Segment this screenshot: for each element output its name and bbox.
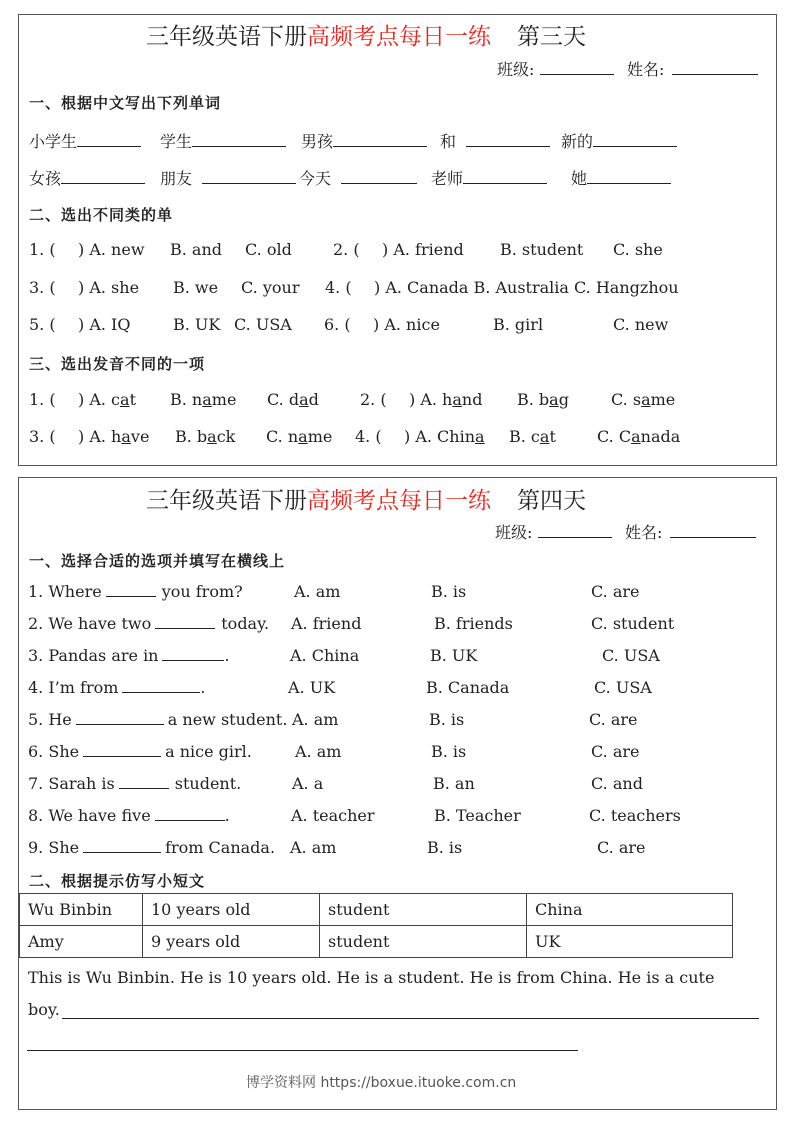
option-c[interactable]: C. are xyxy=(591,742,640,761)
example-text-end: boy. xyxy=(28,1000,60,1019)
example-text: This is Wu Binbin. He is 10 years old. He is a student. He is from China. He is a cute xyxy=(28,968,715,987)
day4-title-highlight: 高频考点每日一练 xyxy=(307,488,491,514)
option-c[interactable]: C. student xyxy=(591,614,675,633)
option-a[interactable]: A. teacher xyxy=(291,806,375,825)
option-a[interactable]: ) A. she xyxy=(78,278,140,297)
question-number: 3. ( xyxy=(29,427,56,446)
fill-question[interactable]: 2. We have two today. xyxy=(28,614,270,633)
question-number: 4. ( xyxy=(355,427,382,446)
fill-question[interactable]: 3. Pandas are in . xyxy=(28,646,230,665)
day3-title xyxy=(146,18,586,51)
option-a[interactable]: ) A. new xyxy=(78,240,145,259)
day4-section1-title: 一、选择合适的选项并填写在横线上 xyxy=(29,552,286,570)
option-c[interactable]: C. USA xyxy=(602,646,660,665)
day3-class-field[interactable] xyxy=(497,57,614,80)
option-c[interactable]: C. and xyxy=(591,774,643,793)
table-cell: 10 years old xyxy=(143,894,320,926)
question-number: 2. ( xyxy=(333,240,360,259)
table-cell: Amy xyxy=(20,926,143,958)
option-a[interactable]: A. UK xyxy=(288,678,336,697)
vocab-item[interactable]: 老师 xyxy=(431,166,547,189)
option-b[interactable]: B. is xyxy=(427,838,463,857)
option-a[interactable]: A. am xyxy=(295,742,342,761)
day3-section1-title: 一、根据中文写出下列单词 xyxy=(29,94,222,112)
option-b[interactable]: B. an xyxy=(433,774,475,793)
option-b[interactable]: B. and xyxy=(170,240,223,259)
option-b[interactable]: B. UK xyxy=(430,646,478,665)
day3-section2-title: 二、选出不同类的单 xyxy=(29,206,174,224)
info-table xyxy=(19,893,733,958)
option-c[interactable]: C. same xyxy=(611,390,676,409)
vocab-item[interactable]: 男孩 xyxy=(301,129,427,152)
vocab-item[interactable]: 女孩 xyxy=(29,166,145,189)
option-b[interactable]: B. is xyxy=(429,710,465,729)
question-number: 5. ( xyxy=(29,315,56,334)
vocab-item[interactable]: 朋友 xyxy=(160,166,296,189)
day4-panel xyxy=(18,477,777,1110)
option-c[interactable]: C. Hangzhou xyxy=(574,278,679,297)
table-cell: China xyxy=(527,894,733,926)
option-b[interactable]: B. Canada xyxy=(426,678,510,697)
option-b[interactable]: B. is xyxy=(431,582,467,601)
option-c[interactable]: C. USA xyxy=(234,315,292,334)
fill-question[interactable]: 5. He a new student. xyxy=(28,710,288,729)
option-c[interactable]: C. USA xyxy=(594,678,652,697)
option-b[interactable]: B. cat xyxy=(509,427,556,446)
day4-class-field[interactable] xyxy=(495,520,612,543)
option-a[interactable]: ) A. hand xyxy=(409,390,483,409)
option-b[interactable]: B. Teacher xyxy=(434,806,521,825)
vocab-item[interactable]: 学生 xyxy=(160,129,286,152)
day3-title-highlight: 高频考点每日一练 xyxy=(307,24,491,50)
fill-question[interactable]: 8. We have five . xyxy=(28,806,230,825)
name-label: 姓名: xyxy=(625,523,663,542)
option-b[interactable]: B. is xyxy=(431,742,467,761)
option-c[interactable]: C. Canada xyxy=(597,427,681,446)
option-c[interactable]: C. are xyxy=(591,582,640,601)
class-label: 班级: xyxy=(495,523,533,542)
option-c[interactable]: C. dad xyxy=(267,390,319,409)
option-b[interactable]: B. we xyxy=(173,278,219,297)
option-c[interactable]: C. teachers xyxy=(589,806,681,825)
table-cell: student xyxy=(320,926,527,958)
table-cell: UK xyxy=(527,926,733,958)
option-a[interactable]: ) A. Canada B. Australia xyxy=(374,278,569,297)
option-a[interactable]: ) A. friend xyxy=(382,240,464,259)
table-cell: student xyxy=(320,894,527,926)
option-c[interactable]: C. she xyxy=(613,240,663,259)
option-a[interactable]: ) A. cat xyxy=(78,390,136,409)
table-row xyxy=(20,926,733,958)
fill-question[interactable]: 7. Sarah is student. xyxy=(28,774,242,793)
question-number: 3. ( xyxy=(29,278,56,297)
option-a[interactable]: ) A. IQ xyxy=(78,315,131,334)
vocab-item[interactable]: 今天 xyxy=(299,166,417,189)
vocab-item[interactable]: 和 xyxy=(440,129,550,152)
day3-title-day: 第三天 xyxy=(517,24,586,50)
option-c[interactable]: C. old xyxy=(245,240,292,259)
day4-name-field[interactable] xyxy=(625,520,756,543)
fill-question[interactable]: 9. She from Canada. xyxy=(28,838,276,857)
option-c[interactable]: C. your xyxy=(241,278,300,297)
option-c[interactable]: C. name xyxy=(266,427,333,446)
day4-title-main: 三年级英语下册 xyxy=(146,488,307,514)
question-number: 4. ( xyxy=(325,278,352,297)
option-b[interactable]: B. bag xyxy=(517,390,569,409)
vocab-item[interactable]: 她 xyxy=(571,166,671,189)
option-b[interactable]: B. back xyxy=(175,427,236,446)
writing-line[interactable] xyxy=(62,1018,759,1019)
option-a[interactable]: A. am xyxy=(294,582,341,601)
option-a[interactable]: ) A. have xyxy=(78,427,150,446)
writing-line[interactable] xyxy=(27,1050,578,1051)
footer-watermark: 博学资料网 https://boxue.ituoke.com.cn xyxy=(246,1075,517,1091)
table-cell: 9 years old xyxy=(143,926,320,958)
option-b[interactable]: B. UK xyxy=(173,315,221,334)
option-a[interactable]: A. am xyxy=(290,838,337,857)
fill-question[interactable]: 6. She a nice girl. xyxy=(28,742,252,761)
option-c[interactable]: C. are xyxy=(589,710,638,729)
class-label: 班级: xyxy=(497,60,535,79)
question-number: 6. ( xyxy=(324,315,351,334)
name-label: 姓名: xyxy=(627,60,665,79)
day3-name-field[interactable] xyxy=(627,57,758,80)
option-b[interactable]: B. name xyxy=(170,390,237,409)
question-number: 1. ( xyxy=(29,390,56,409)
question-number: 1. ( xyxy=(29,240,56,259)
table-cell: Wu Binbin xyxy=(20,894,143,926)
day4-title xyxy=(146,482,586,515)
day3-title-main: 三年级英语下册 xyxy=(146,24,307,50)
option-a[interactable]: A. China xyxy=(290,646,360,665)
vocab-item[interactable]: 小学生 xyxy=(29,129,141,152)
option-a[interactable]: A. a xyxy=(292,774,324,793)
day3-section3-title: 三、选出发音不同的一项 xyxy=(29,355,206,373)
option-b[interactable]: B. girl xyxy=(493,315,544,334)
option-a[interactable]: A. am xyxy=(292,710,339,729)
option-a[interactable]: ) A. nice xyxy=(373,315,440,334)
option-b[interactable]: B. friends xyxy=(434,614,513,633)
option-c[interactable]: C. new xyxy=(613,315,669,334)
fill-question[interactable]: 4. I’m from . xyxy=(28,678,206,697)
option-a[interactable]: A. friend xyxy=(291,614,362,633)
day4-title-day: 第四天 xyxy=(517,488,586,514)
question-number: 2. ( xyxy=(360,390,387,409)
vocab-item[interactable]: 新的 xyxy=(561,129,677,152)
fill-question[interactable]: 1. Where you from? xyxy=(28,582,243,601)
table-row xyxy=(20,894,733,926)
option-c[interactable]: C. are xyxy=(597,838,646,857)
day4-section2-title: 二、根据提示仿写小短文 xyxy=(29,872,206,890)
option-b[interactable]: B. student xyxy=(500,240,584,259)
option-a[interactable]: ) A. China xyxy=(404,427,485,446)
